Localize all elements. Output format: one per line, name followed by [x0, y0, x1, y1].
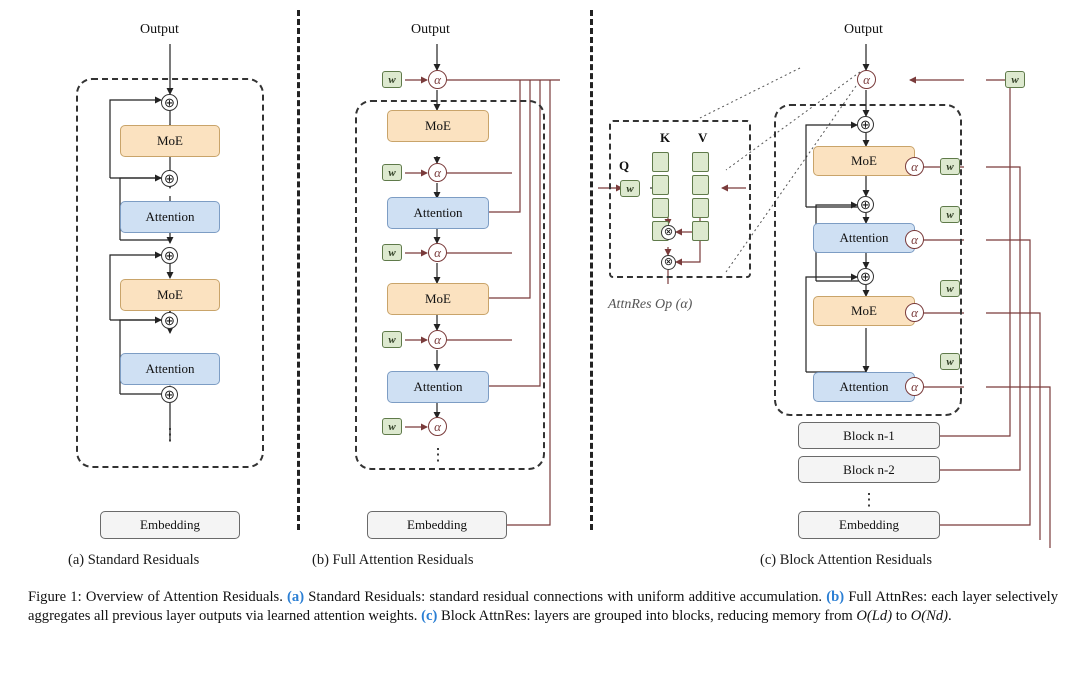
- panel-a-add-3: ⊕: [161, 247, 178, 264]
- attnres-v-label: V: [698, 130, 708, 145]
- panel-c-alpha-top: α: [857, 70, 876, 89]
- panel-block-attention-residuals: [750, 0, 1080, 568]
- panel-b-block-attention-1: Attention: [387, 197, 489, 229]
- panel-c-caption: (c) Block Attention Residuals: [760, 552, 932, 568]
- panel-b-weight-4: w: [382, 331, 402, 348]
- figure-caption: [28, 588, 1058, 627]
- caption-tag-c: (c): [421, 608, 438, 625]
- caption-text-c: Block AttnRes: layers are grouped into blocks, reducing memory from: [437, 608, 857, 625]
- panel-c-alpha-1: α: [905, 157, 924, 176]
- panel-b-caption: (b) Full Attention Residuals: [312, 552, 474, 568]
- panel-c-add-1: ⊕: [857, 116, 874, 133]
- panel-c-ellipsis: ⋮: [860, 490, 878, 509]
- caption-math-2: O(Nd): [910, 608, 949, 625]
- panel-b-weight-1: w: [382, 71, 402, 88]
- panel-b-embedding: Embedding: [367, 511, 507, 539]
- caption-mid: to: [892, 608, 911, 625]
- panel-b-weight-2: w: [382, 164, 402, 181]
- panel-a-add-5: ⊕: [161, 386, 178, 403]
- panel-c-alpha-3: α: [905, 303, 924, 322]
- panel-c-prev-block-2: Block n-2: [798, 456, 940, 483]
- caption-text-b: Full AttnRes: each layer selectively aggregates all previous layer outputs via learned attention weights.: [28, 589, 1058, 625]
- panel-c-prev-block-1: Block n-1: [798, 422, 940, 449]
- panel-a-block-moe-2: MoE: [120, 279, 220, 311]
- panel-b-alpha-4: α: [428, 330, 447, 349]
- panel-b-weight-3: w: [382, 244, 402, 261]
- panel-c-add-3: ⊕: [857, 268, 874, 285]
- panel-a-output-label: Output: [140, 22, 179, 37]
- panel-c-weight-4: w: [940, 353, 960, 370]
- panel-b-block-attention-2: Attention: [387, 371, 489, 403]
- panel-b-weight-5: w: [382, 418, 402, 435]
- attnres-q-label: Q: [619, 158, 630, 173]
- caption-tag-b: (b): [826, 589, 845, 605]
- panel-c-add-2: ⊕: [857, 196, 874, 213]
- panel-b-alpha-2: α: [428, 163, 447, 182]
- panel-c-weight-3: w: [940, 280, 960, 297]
- panel-c-alpha-2: α: [905, 230, 924, 249]
- panel-c-weight-1: w: [940, 158, 960, 175]
- attnres-weight-box: w: [620, 180, 640, 197]
- attnres-times-2: ⊗: [661, 255, 676, 270]
- attnres-k-label: K: [660, 130, 671, 145]
- panel-b-block-moe-2: MoE: [387, 283, 489, 315]
- attnres-op-title: AttnRes Op (α): [608, 297, 693, 312]
- attnres-k-cell-2: [652, 175, 669, 195]
- panel-a-caption: (a) Standard Residuals: [68, 552, 200, 568]
- panel-c-block-attention-1: Attention: [813, 223, 915, 253]
- panel-b-alpha-5: α: [428, 417, 447, 436]
- panel-b-alpha-3: α: [428, 243, 447, 262]
- panel-b-alpha-1: α: [428, 70, 447, 89]
- panel-a-add-4: ⊕: [161, 312, 178, 329]
- attnres-op-detail: [590, 0, 750, 560]
- panel-a-block-attention-1: Attention: [120, 201, 220, 233]
- panel-a-add-2: ⊕: [161, 170, 178, 187]
- attnres-op-border: [609, 120, 751, 278]
- panel-c-embedding: Embedding: [798, 511, 940, 539]
- panel-standard-residuals: [0, 0, 300, 568]
- panel-c-block-attention-2: Attention: [813, 372, 915, 402]
- caption-math-1: O(Ld): [856, 608, 893, 625]
- panel-c-weight-top: w: [1005, 71, 1025, 88]
- attnres-v-cell-1: [692, 152, 709, 172]
- panel-b-output-label: Output: [411, 22, 450, 37]
- panel-c-block-moe-2: MoE: [813, 296, 915, 326]
- caption-end: .: [948, 608, 952, 625]
- attnres-v-cell-3: [692, 198, 709, 218]
- attnres-v-cell-2: [692, 175, 709, 195]
- panel-c-alpha-4: α: [905, 377, 924, 396]
- attnres-k-cell-3: [652, 198, 669, 218]
- panel-a-ellipsis: ⋮: [161, 425, 179, 444]
- panel-c-block-moe-1: MoE: [813, 146, 915, 176]
- panel-a-block-moe-1: MoE: [120, 125, 220, 157]
- attnres-k-cell-1: [652, 152, 669, 172]
- caption-prefix: Figure 1: Overview of Attention Residuals.: [28, 589, 288, 605]
- caption-text-a: Standard Residuals: standard residual connections with uniform additive accumulation.: [304, 589, 827, 605]
- panel-full-attention-residuals: [300, 0, 590, 568]
- attnres-times-1: ⊗: [661, 225, 676, 240]
- panel-a-block-attention-2: Attention: [120, 353, 220, 385]
- panel-b-ellipsis: ⋮: [429, 445, 447, 464]
- panel-b-block-moe-1: MoE: [387, 110, 489, 142]
- panel-c-output-label: Output: [844, 22, 883, 37]
- panel-a-add-1: ⊕: [161, 94, 178, 111]
- panel-a-embedding: Embedding: [100, 511, 240, 539]
- attnres-v-cell-4: [692, 221, 709, 241]
- panel-c-weight-2: w: [940, 206, 960, 223]
- caption-tag-a: (a): [287, 589, 305, 605]
